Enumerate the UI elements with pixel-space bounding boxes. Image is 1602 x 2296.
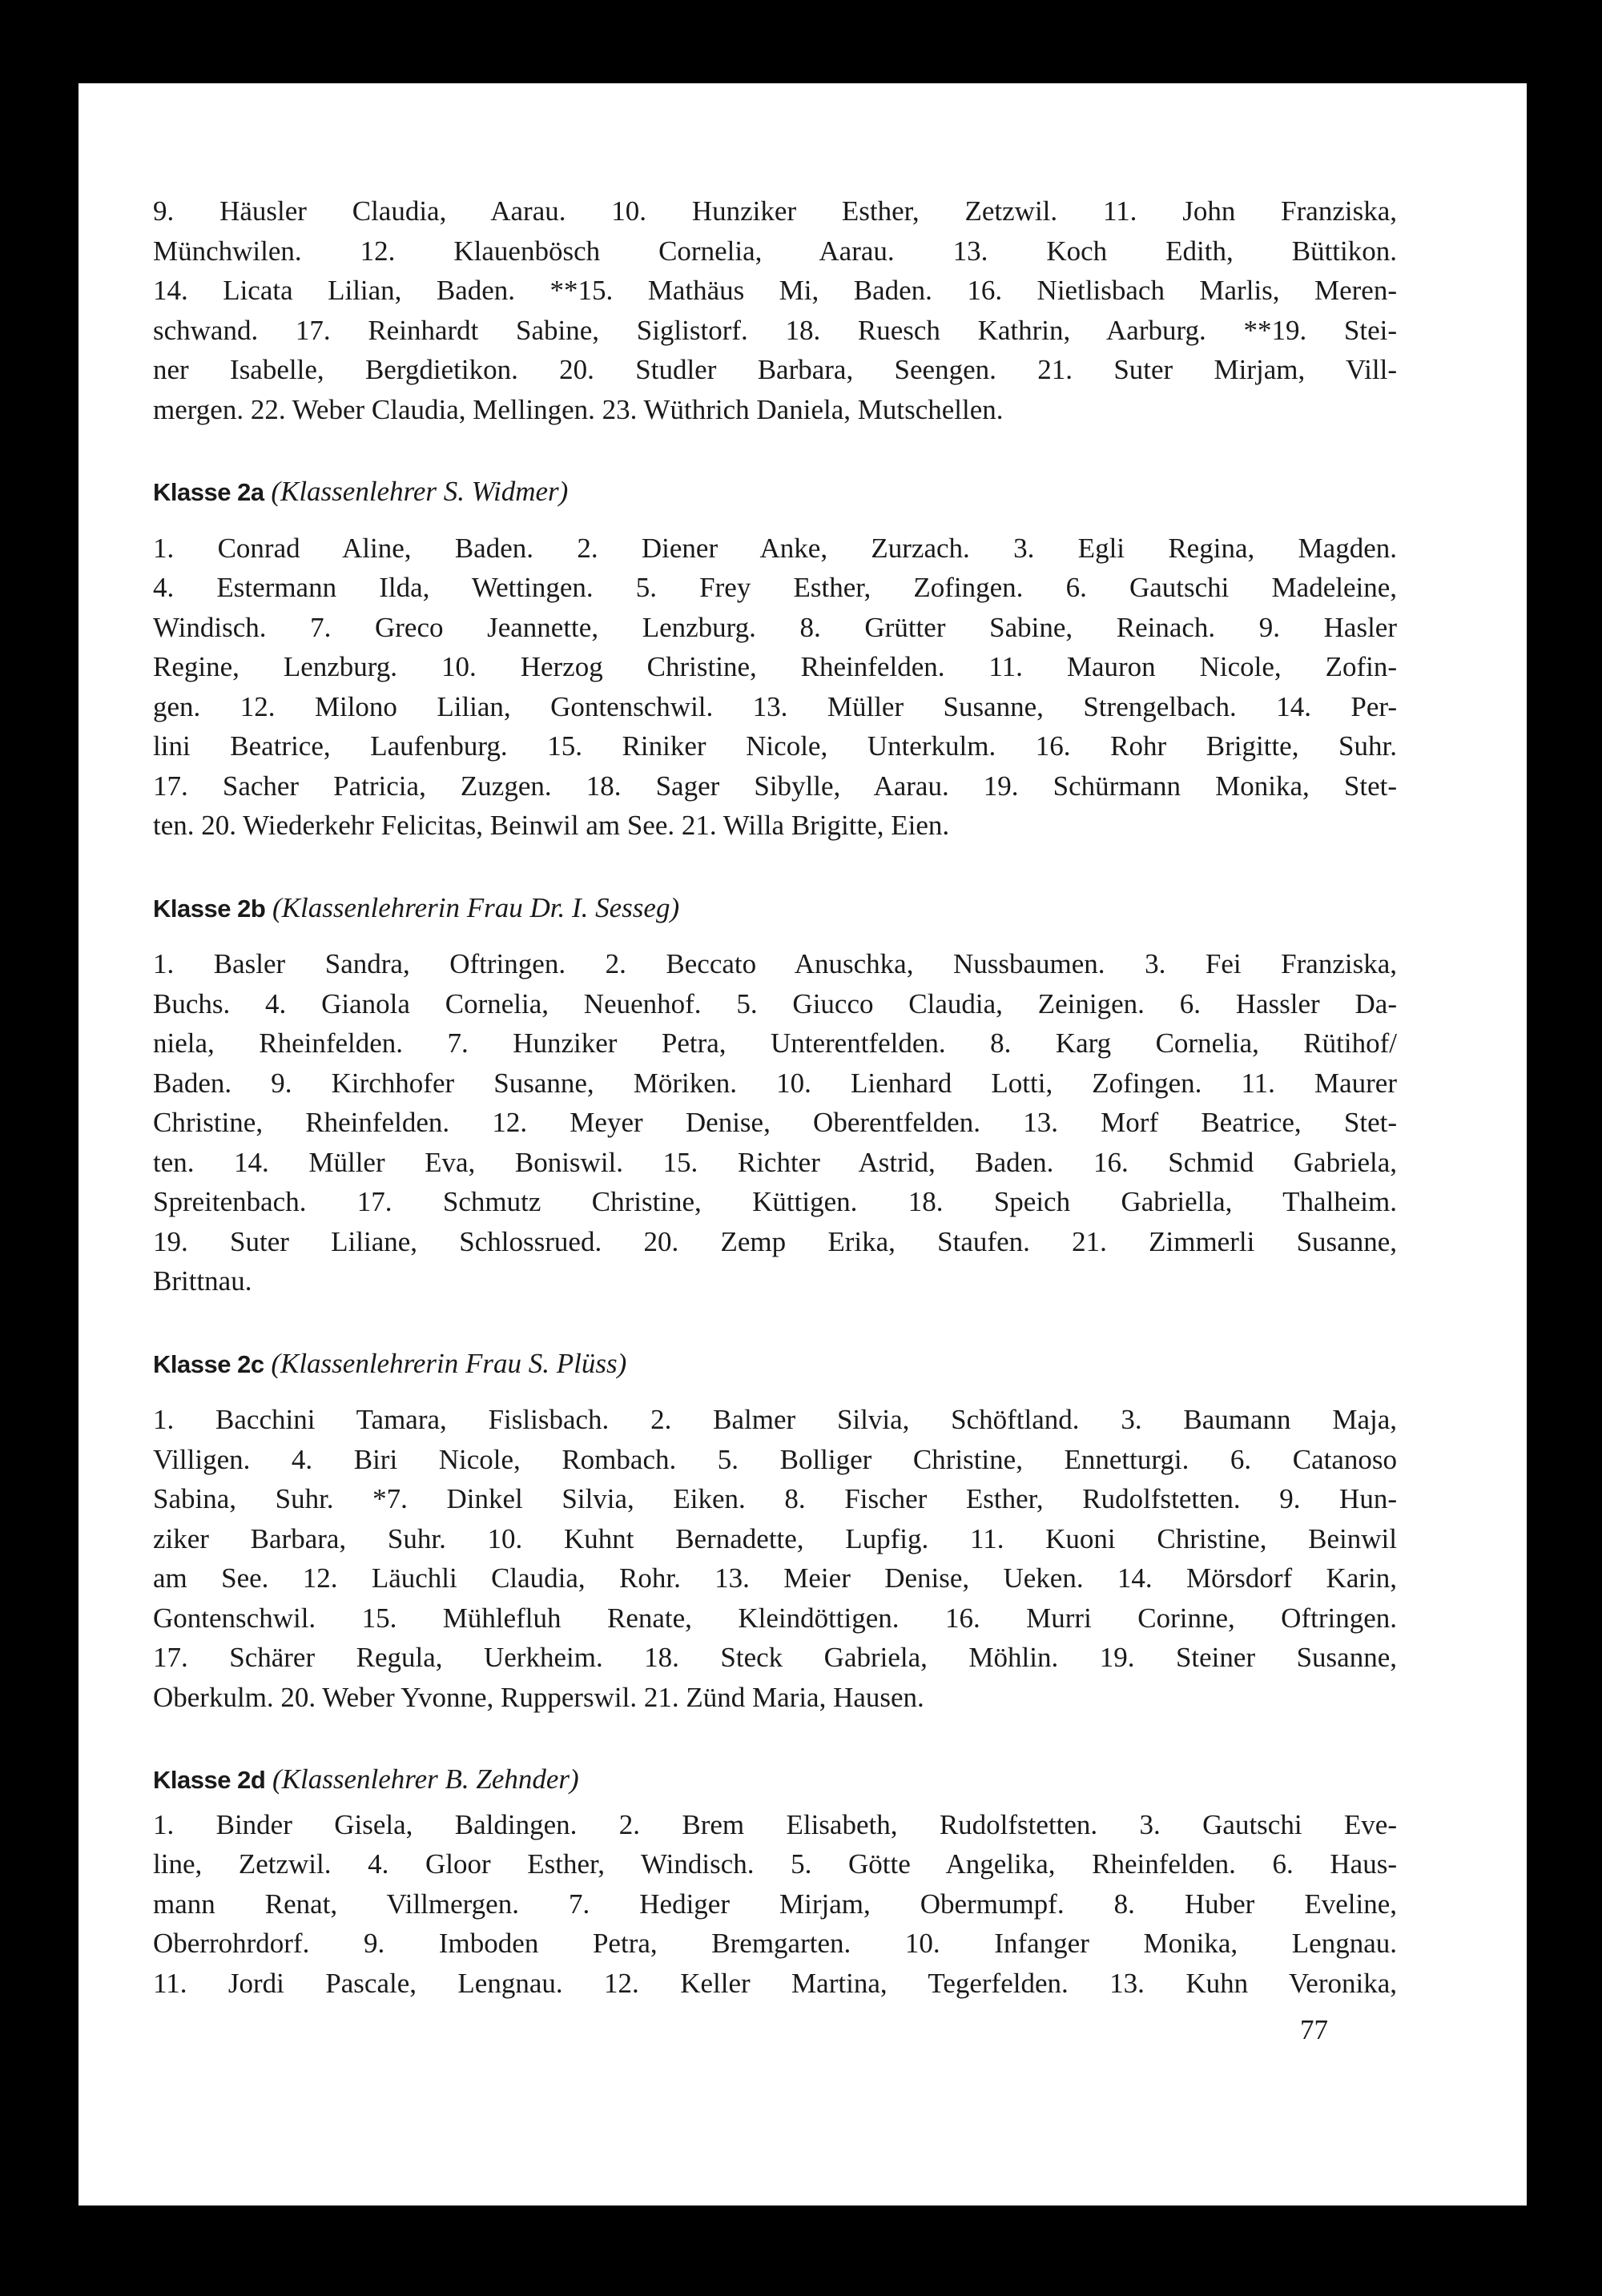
text-line: Christine, Rheinfelden. 12. Meyer Denise, Oberentfelden. 13. Morf Beatrice, Stet- [153,1107,1397,1138]
class-label: Klasse 2b [153,894,266,923]
text-line: ziker Barbara, Suhr. 10. Kuhnt Bernadette, Lupfig. 11. Kuoni Christine, Beinwil [153,1522,1397,1554]
class-label: Klasse 2c [153,1349,264,1378]
text-line: ten. 14. Müller Eva, Boniswil. 15. Richter Astrid, Baden. 16. Schmid Gabriela, [153,1146,1397,1178]
class-heading-2c [153,1344,1397,1385]
class-heading-2b [153,888,1397,929]
document-page [78,83,1527,2206]
text-line: Regine, Lenzburg. 10. Herzog Christine, Rheinfelden. 11. Mauron Nicole, Zofin- [153,651,1397,682]
continuation-paragraph [153,191,1397,429]
text-line: Oberrohrdorf. 9. Imboden Petra, Bremgarten. 10. Infanger Monika, Lengnau. [153,1928,1397,1959]
class-label: Klasse 2a [153,478,264,506]
class-teacher: (Klassenlehrerin Frau S. Plüss) [271,1347,627,1379]
text-line: 9. Häusler Claudia, Aarau. 10. Hunziker Esther, Zetzwil. 11. John Franziska, [153,195,1397,227]
page-content [153,191,1397,2003]
text-line: 1. Conrad Aline, Baden. 2. Diener Anke, Zurzach. 3. Egli Regina, Magden. [153,532,1397,564]
class-label: Klasse 2d [153,1766,266,1794]
text-line: mergen. 22. Weber Claudia, Mellingen. 23. Wüthrich Daniela, Mutschellen. [153,393,1004,425]
text-line: Spreitenbach. 17. Schmutz Christine, Küttigen. 18. Speich Gabriella, Thalheim. [153,1186,1397,1217]
class-list-2d [153,1805,1397,2004]
text-line: Sabina, Suhr. *7. Dinkel Silvia, Eiken. 8. Fischer Esther, Rudolfstetten. 9. Hun- [153,1483,1397,1514]
text-line: 11. Jordi Pascale, Lengnau. 12. Keller Martina, Tegerfelden. 13. Kuhn Veronika, [153,1967,1397,1999]
text-line: Brittnau. [153,1265,252,1297]
class-heading-2a [153,472,1397,513]
text-line: 1. Bacchini Tamara, Fislisbach. 2. Balmer Silvia, Schöftland. 3. Baumann Maja, [153,1404,1397,1435]
text-line: Gontenschwil. 15. Mühlefluh Renate, Kleindöttigen. 16. Murri Corinne, Oftringen. [153,1602,1397,1634]
text-line: ten. 20. Wiederkehr Felicitas, Beinwil am See. 21. Willa Brigitte, Eien. [153,810,950,841]
class-teacher: (Klassenlehrer S. Widmer) [271,476,569,507]
class-list-2b [153,944,1397,1301]
text-line: Buchs. 4. Gianola Cornelia, Neuenhof. 5. Giucco Claudia, Zeinigen. 6. Hassler Da- [153,987,1397,1019]
text-line: Oberkulm. 20. Weber Yvonne, Rupperswil. 21. Zünd Maria, Hausen. [153,1681,924,1713]
text-line: mann Renat, Villmergen. 7. Hediger Mirjam, Obermumpf. 8. Huber Eveline, [153,1888,1397,1920]
class-teacher: (Klassenlehrerin Frau Dr. I. Sesseg) [272,891,680,923]
text-line: Windisch. 7. Greco Jeannette, Lenzburg. 8. Grütter Sabine, Reinach. 9. Hasler [153,611,1397,643]
text-line: 14. Licata Lilian, Baden. **15. Mathäus Mi, Baden. 16. Nietlisbach Marlis, Meren- [153,275,1397,306]
text-line: Villigen. 4. Biri Nicole, Rombach. 5. Bolliger Christine, Ennetturgi. 6. Catanoso [153,1443,1397,1475]
page-number: 77 [1300,2014,1328,2045]
text-line: Münchwilen. 12. Klauenbösch Cornelia, Aarau. 13. Koch Edith, Büttikon. [153,235,1397,267]
text-line: schwand. 17. Reinhardt Sabine, Siglistorf. 18. Ruesch Kathrin, Aarburg. **19. Stei- [153,314,1397,346]
text-line: 1. Binder Gisela, Baldingen. 2. Brem Elisabeth, Rudolfstetten. 3. Gautschi Eve- [153,1808,1397,1840]
class-teacher: (Klassenlehrer B. Zehnder) [272,1763,579,1795]
class-list-2a [153,529,1397,846]
text-line: ner Isabelle, Bergdietikon. 20. Studler Barbara, Seengen. 21. Suter Mirjam, Vill- [153,354,1397,385]
text-line: Baden. 9. Kirchhofer Susanne, Möriken. 10. Lienhard Lotti, Zofingen. 11. Maurer [153,1067,1397,1099]
text-line: 17. Schärer Regula, Uerkheim. 18. Steck Gabriela, Möhlin. 19. Steiner Susanne, [153,1642,1397,1673]
text-line: am See. 12. Läuchli Claudia, Rohr. 13. Meier Denise, Ueken. 14. Mörsdorf Karin, [153,1562,1397,1594]
text-line: 4. Estermann Ilda, Wettingen. 5. Frey Esther, Zofingen. 6. Gautschi Madeleine, [153,572,1397,603]
text-line: line, Zetzwil. 4. Gloor Esther, Windisch. 5. Götte Angelika, Rheinfelden. 6. Haus- [153,1848,1397,1880]
class-heading-2d [153,1759,1397,1800]
text-line: niela, Rheinfelden. 7. Hunziker Petra, Unterentfelden. 8. Karg Cornelia, Rütihof/ [153,1027,1397,1059]
text-line: 17. Sacher Patricia, Zuzgen. 18. Sager Sibylle, Aarau. 19. Schürmann Monika, Stet- [153,770,1397,802]
text-line: 1. Basler Sandra, Oftringen. 2. Beccato Anuschka, Nussbaumen. 3. Fei Franziska, [153,948,1397,979]
text-line: lini Beatrice, Laufenburg. 15. Riniker Nicole, Unterkulm. 16. Rohr Brigitte, Suhr. [153,730,1397,762]
class-list-2c [153,1400,1397,1717]
text-line: 19. Suter Liliane, Schlossrued. 20. Zemp Erika, Staufen. 21. Zimmerli Susanne, [153,1225,1397,1257]
text-line: gen. 12. Milono Lilian, Gontenschwil. 13. Müller Susanne, Strengelbach. 14. Per- [153,690,1397,722]
